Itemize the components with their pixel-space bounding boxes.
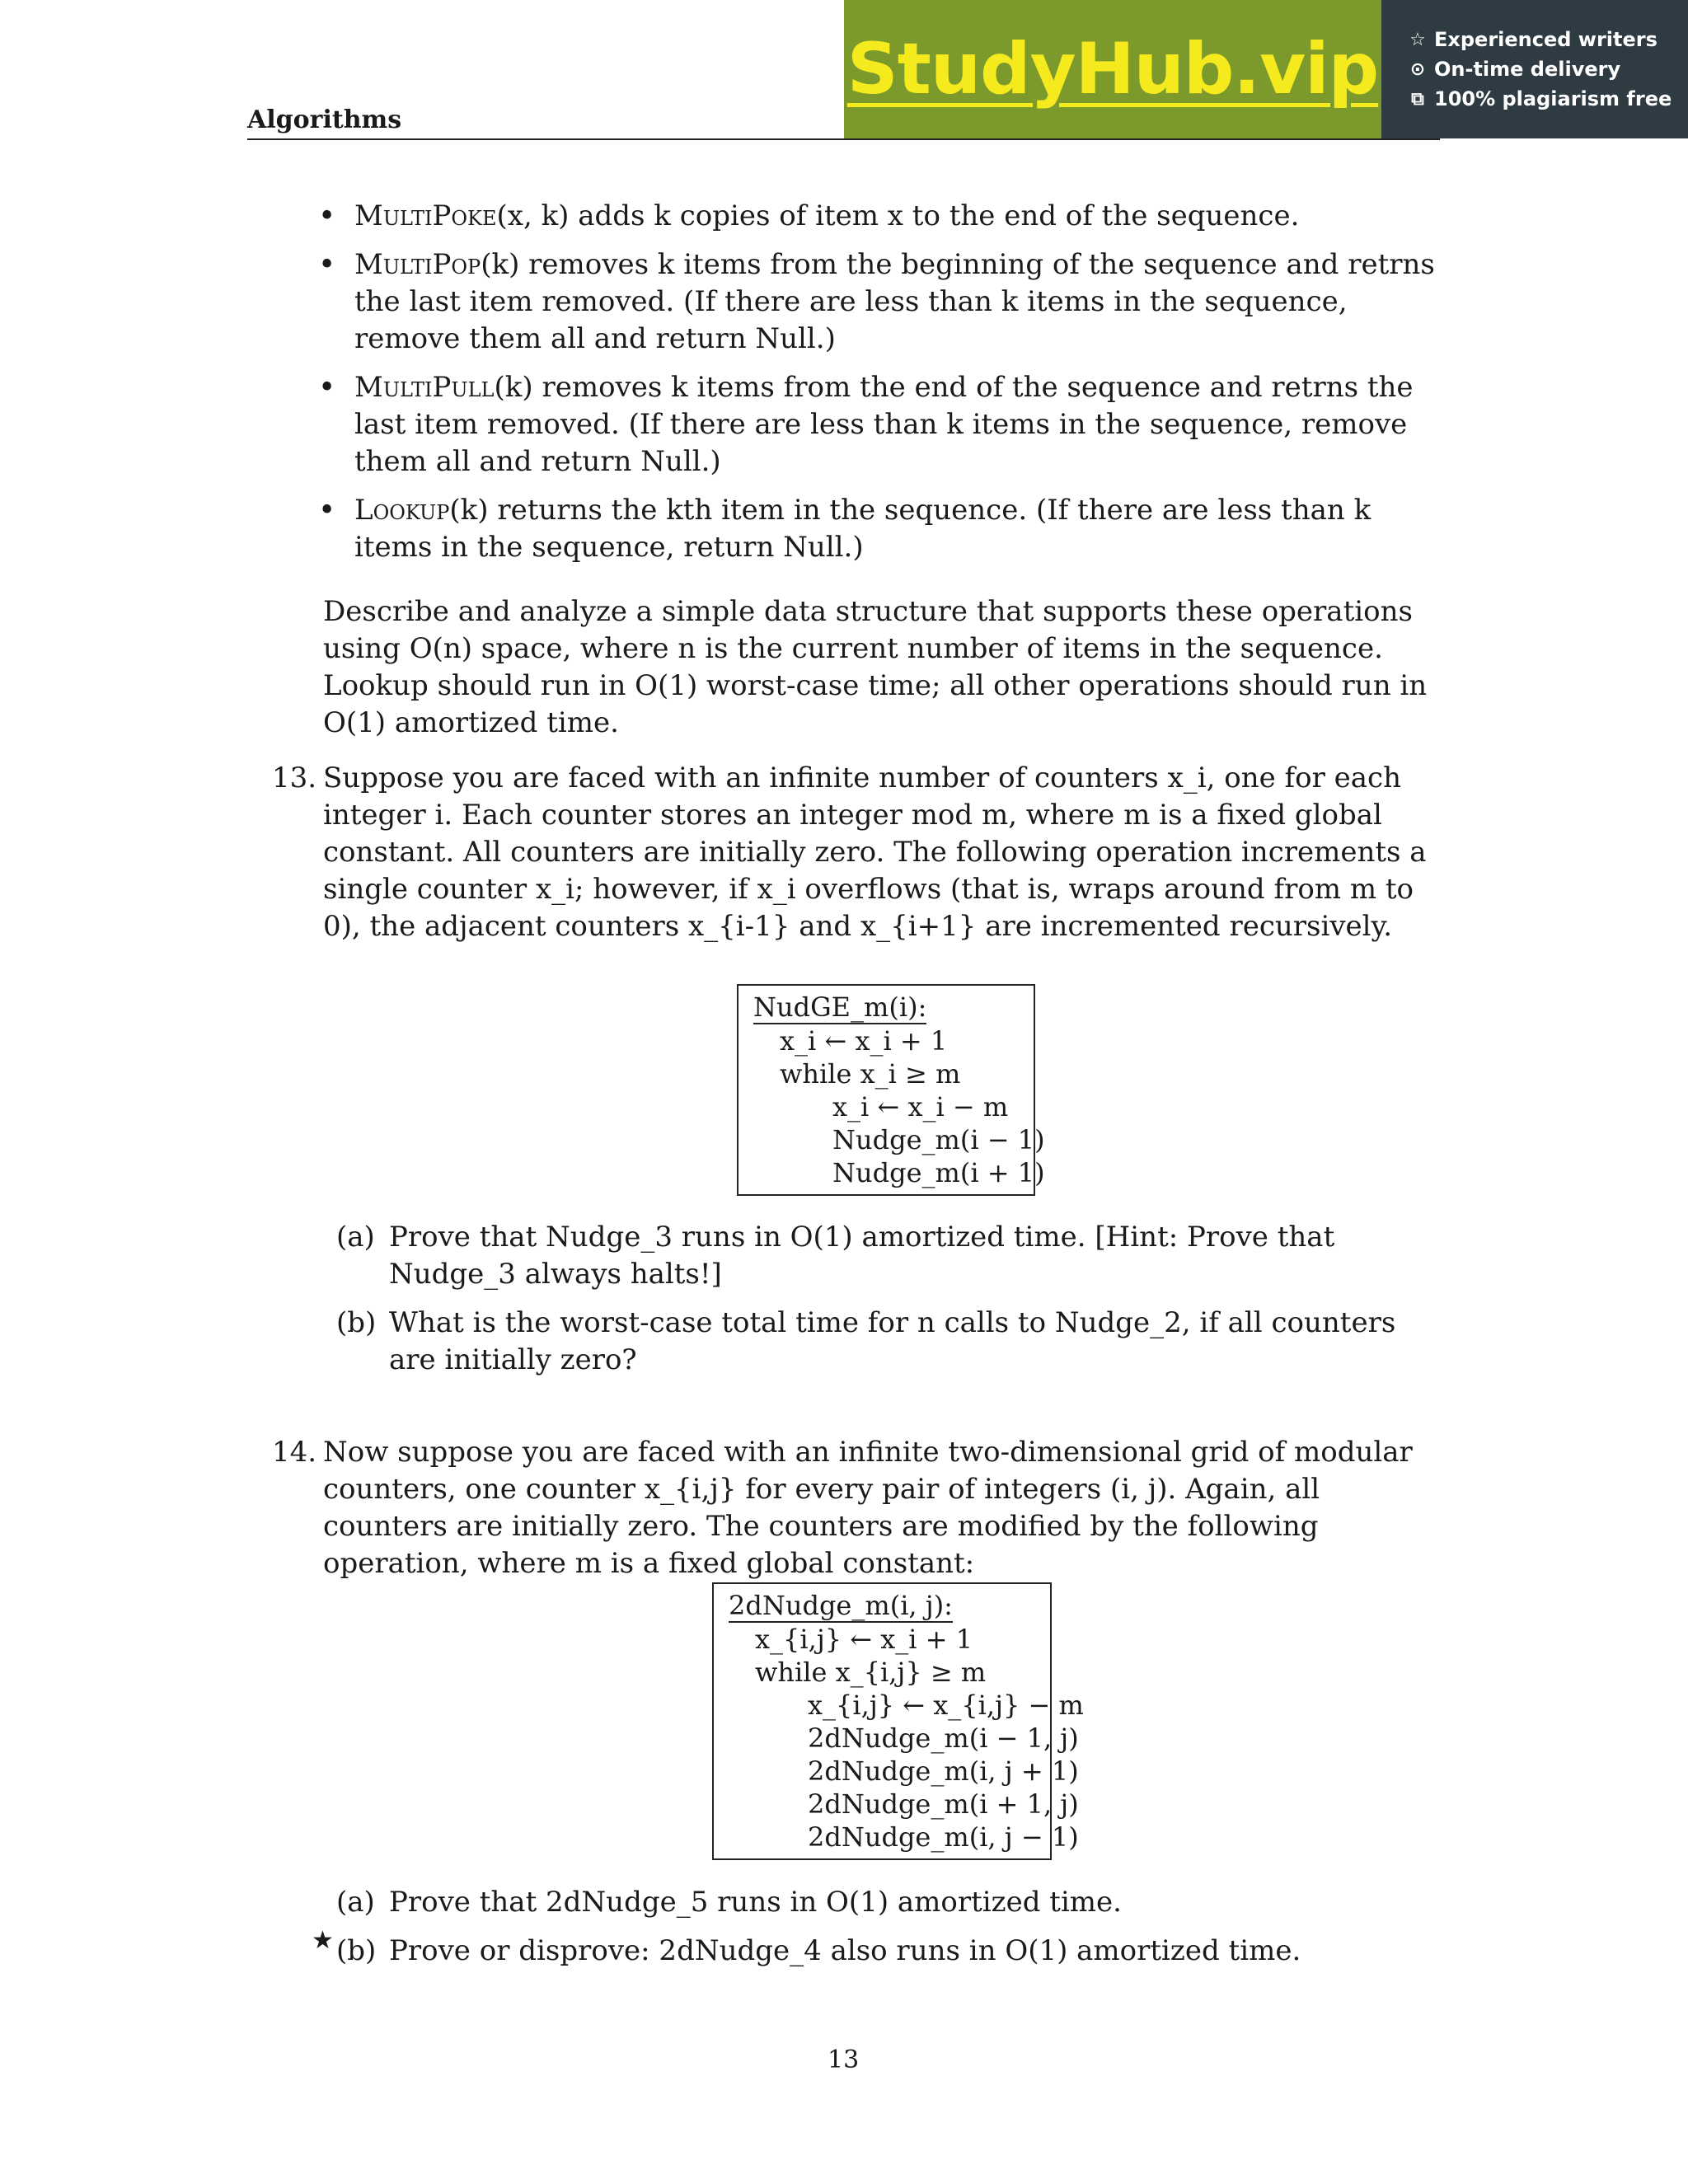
list-item bbox=[354, 246, 1442, 358]
header-rule bbox=[247, 138, 1440, 140]
nudge-pseudocode bbox=[737, 984, 1045, 1196]
banner-feature-label: 100% plagiarism free bbox=[1434, 87, 1672, 110]
op-name: MultiPull bbox=[354, 371, 495, 404]
operation-list bbox=[354, 198, 1442, 578]
part-text: Prove that Nudge_3 runs in O(1) amortized time. [Hint: Prove that Nudge_3 always halts!] bbox=[389, 1221, 1335, 1291]
banner-feature-label: On-time delivery bbox=[1434, 58, 1621, 81]
star-icon: ★ bbox=[312, 1926, 334, 1955]
running-header: Algorithms bbox=[247, 105, 402, 134]
op-description: adds k copies of item x to the end of the sequence. bbox=[569, 199, 1300, 232]
star-outline-icon: ☆ bbox=[1409, 29, 1426, 50]
list-item bbox=[354, 198, 1442, 235]
problem-number: 13. bbox=[272, 762, 317, 794]
copy-icon: ⧉ bbox=[1411, 88, 1424, 110]
banner-logo[interactable]: StudyHub.vip bbox=[846, 28, 1379, 110]
op-args: (k) bbox=[449, 494, 489, 527]
op-args: (x, k) bbox=[496, 199, 570, 232]
op-args: (k) bbox=[481, 248, 520, 281]
code-line: while x_{i,j} ≥ m bbox=[755, 1657, 987, 1688]
list-item bbox=[354, 492, 1442, 566]
banner-feature-label: Experienced writers bbox=[1434, 28, 1658, 51]
list-item bbox=[354, 369, 1442, 480]
banner-feature-delivery bbox=[1408, 58, 1688, 81]
describe-paragraph: Describe and analyze a simple data structure that supports these operations using O(n) space, where n is the current number of items in the sequence. Lookup should run in O(1) worst-case time; all other operations should run in O(1) amortized time. bbox=[323, 595, 1428, 739]
code-line: x_{i,j} ← x_{i,j} − m bbox=[808, 1690, 1084, 1721]
part-text: What is the worst-case total time for n calls to Nudge_2, if all counters are initially zero? bbox=[389, 1306, 1396, 1376]
part-label: (a) bbox=[336, 1221, 375, 1254]
code-line: 2dNudge_m(i − 1, j) bbox=[808, 1722, 1079, 1754]
problem-number: 14. bbox=[272, 1436, 317, 1469]
clock-icon: ⊙ bbox=[1409, 59, 1426, 80]
page-number: 13 bbox=[828, 2046, 860, 2074]
code-line: 2dNudge_m(i + 1, j) bbox=[808, 1788, 1079, 1820]
op-description: removes k items from the end of the sequence and retrns the last item removed. (If there are less than k items in the sequence, remove them all and return Null.) bbox=[354, 371, 1414, 478]
problem-13-text: Suppose you are faced with an infinite number of counters x_i, one for each integer i. Each counter stores an integer mod m, where m is a fixed global constant. All counters are initially zero. The following operation increments a single counter x_i; however, if x_i overflows (that is, wraps around from m to 0), the adjacent counters x_{i-1} and x_{i+1} are incremented recursively. bbox=[323, 762, 1427, 943]
ad-banner[interactable] bbox=[844, 0, 1688, 138]
code-line: x_i ← x_i + 1 bbox=[780, 1025, 948, 1057]
part-label: (b) bbox=[336, 1934, 377, 1967]
banner-brand[interactable] bbox=[844, 0, 1381, 138]
code-line: Nudge_m(i + 1) bbox=[832, 1157, 1045, 1188]
code-line: Nudge_m(i − 1) bbox=[832, 1124, 1045, 1155]
banner-feature-writers bbox=[1408, 28, 1688, 51]
code-line: 2dNudge_m(i, j + 1) bbox=[808, 1755, 1079, 1787]
op-name: MultiPop bbox=[354, 248, 481, 281]
code-title: 2dNudge_m(i, j): bbox=[729, 1590, 953, 1621]
part-label: (b) bbox=[336, 1306, 377, 1339]
code-title: NudGE_m(i): bbox=[753, 991, 927, 1023]
part-label: (a) bbox=[336, 1886, 375, 1919]
op-description: removes k items from the beginning of the sequence and retrns the last item removed. (If there are less than k items in the sequence, remove them all and return Null.) bbox=[354, 248, 1435, 355]
op-name: Lookup bbox=[354, 494, 450, 527]
op-description: returns the kth item in the sequence. (If there are less than k items in the sequence, return Null.) bbox=[354, 494, 1372, 564]
code-line: 2dNudge_m(i, j − 1) bbox=[808, 1821, 1079, 1853]
part-text: Prove that 2dNudge_5 runs in O(1) amortized time. bbox=[389, 1886, 1122, 1919]
banner-features bbox=[1381, 0, 1688, 138]
code-line: x_i ← x_i − m bbox=[832, 1091, 1009, 1122]
part-text: Prove or disprove: 2dNudge_4 also runs in O(1) amortized time. bbox=[389, 1934, 1301, 1967]
problem-14-text: Now suppose you are faced with an infinite two-dimensional grid of modular counters, one counter x_{i,j} for every pair of integers (i, j). Again, all counters are initially zero. The counters are modified by the following operation, where m is a fixed global constant: bbox=[323, 1436, 1413, 1580]
op-name: MultiPoke bbox=[354, 199, 497, 232]
code-line: while x_i ≥ m bbox=[780, 1058, 961, 1090]
code-line: x_{i,j} ← x_i + 1 bbox=[755, 1624, 973, 1655]
op-args: (k) bbox=[494, 371, 533, 404]
2dnudge-pseudocode bbox=[712, 1582, 1084, 1860]
banner-feature-plagiarism bbox=[1408, 87, 1688, 110]
